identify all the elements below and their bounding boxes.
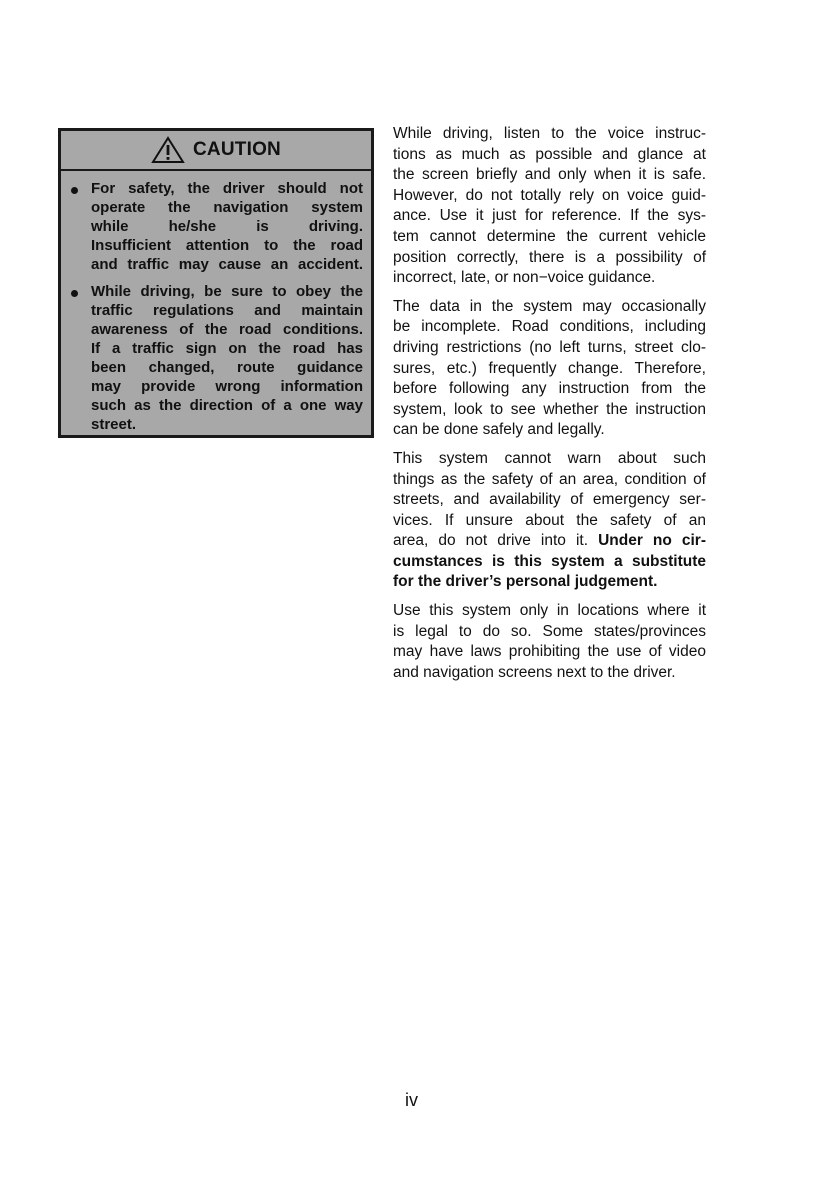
paragraph-voice-guidance (393, 124, 706, 289)
caution-line: If a traffic sign on the road has (91, 340, 363, 357)
caution-title: CAUTION (193, 139, 281, 160)
text-line: streets, and availability of emergency ser- (393, 491, 706, 509)
text-line: sures, etc.) frequently change. Therefore, (393, 359, 706, 377)
caution-line: and traffic may cause an accident. (91, 256, 363, 273)
caution-line: while he/she is driving. (91, 218, 363, 235)
text-line: tem cannot determine the current vehicle (393, 227, 706, 245)
caution-item (69, 282, 363, 434)
text-line: be incomplete. Road conditions, including (393, 318, 706, 336)
text-line: The data in the system may occasionally (393, 297, 706, 315)
warning-triangle-icon (151, 136, 185, 164)
caution-line: such as the direction of a one way (91, 397, 363, 414)
caution-line: For safety, the driver should not (91, 180, 363, 197)
caution-line: traffic regulations and maintain (91, 302, 363, 319)
paragraph-safety-warning (393, 449, 706, 593)
caution-line: operate the navigation system (91, 199, 363, 216)
text-segment: area, do not drive into it. (393, 532, 599, 550)
text-line: system, look to see whether the instruction (393, 400, 706, 418)
bold-text-line: for the driver’s personal judgement. (393, 573, 658, 591)
caution-header (61, 131, 371, 171)
text-line: the screen briefly and only when it is safe. (393, 166, 706, 184)
bold-text-line: cumstances is this system a substitute (393, 552, 706, 570)
text-line: ance. Use it just for reference. If the sys- (393, 207, 706, 225)
text-line: While driving, listen to the voice instruc- (393, 125, 706, 142)
text-line: may have laws prohibiting the use of video (393, 643, 706, 661)
caution-line: Insufficient attention to the road (91, 237, 363, 254)
caution-list (61, 171, 371, 434)
text-line: This system cannot warn about such (393, 449, 706, 467)
caution-line: While driving, be sure to obey the (91, 283, 363, 300)
text-line: is legal to do so. Some states/provinces (393, 622, 706, 640)
bold-text-segment: Under no cir- (598, 532, 706, 550)
paragraph-legal-use (393, 601, 706, 683)
bullet-icon (71, 290, 78, 297)
caution-line: been changed, route guidance (91, 359, 363, 376)
caution-item (69, 179, 363, 274)
text-line: Use this system only in locations where it (393, 602, 706, 620)
text-line: incorrect, late, or non−voice guidance. (393, 269, 656, 287)
caution-line: awareness of the road conditions. (91, 321, 363, 338)
text-line: can be done safely and legally. (393, 421, 605, 439)
page-number: iv (405, 1090, 418, 1110)
text-line: before following any instruction from the (393, 380, 706, 398)
caution-line: street. (91, 416, 137, 433)
body-text-column (393, 124, 706, 691)
paragraph-data-incomplete (393, 297, 706, 441)
text-line: position correctly, there is a possibility of (393, 248, 706, 266)
text-line: and navigation screens next to the driver. (393, 663, 676, 681)
bullet-icon (71, 187, 78, 194)
text-line: things as the safety of an area, condition of (393, 470, 706, 488)
text-line-mixed (393, 531, 706, 552)
text-line: tions as much as possible and glance at (393, 145, 706, 163)
text-line: driving restrictions (no left turns, street clo- (393, 338, 706, 356)
caution-box (58, 128, 374, 438)
text-line: vices. If unsure about the safety of an (393, 511, 706, 529)
caution-line: may provide wrong information (91, 378, 363, 395)
text-line: However, do not totally rely on voice guid- (393, 186, 706, 204)
